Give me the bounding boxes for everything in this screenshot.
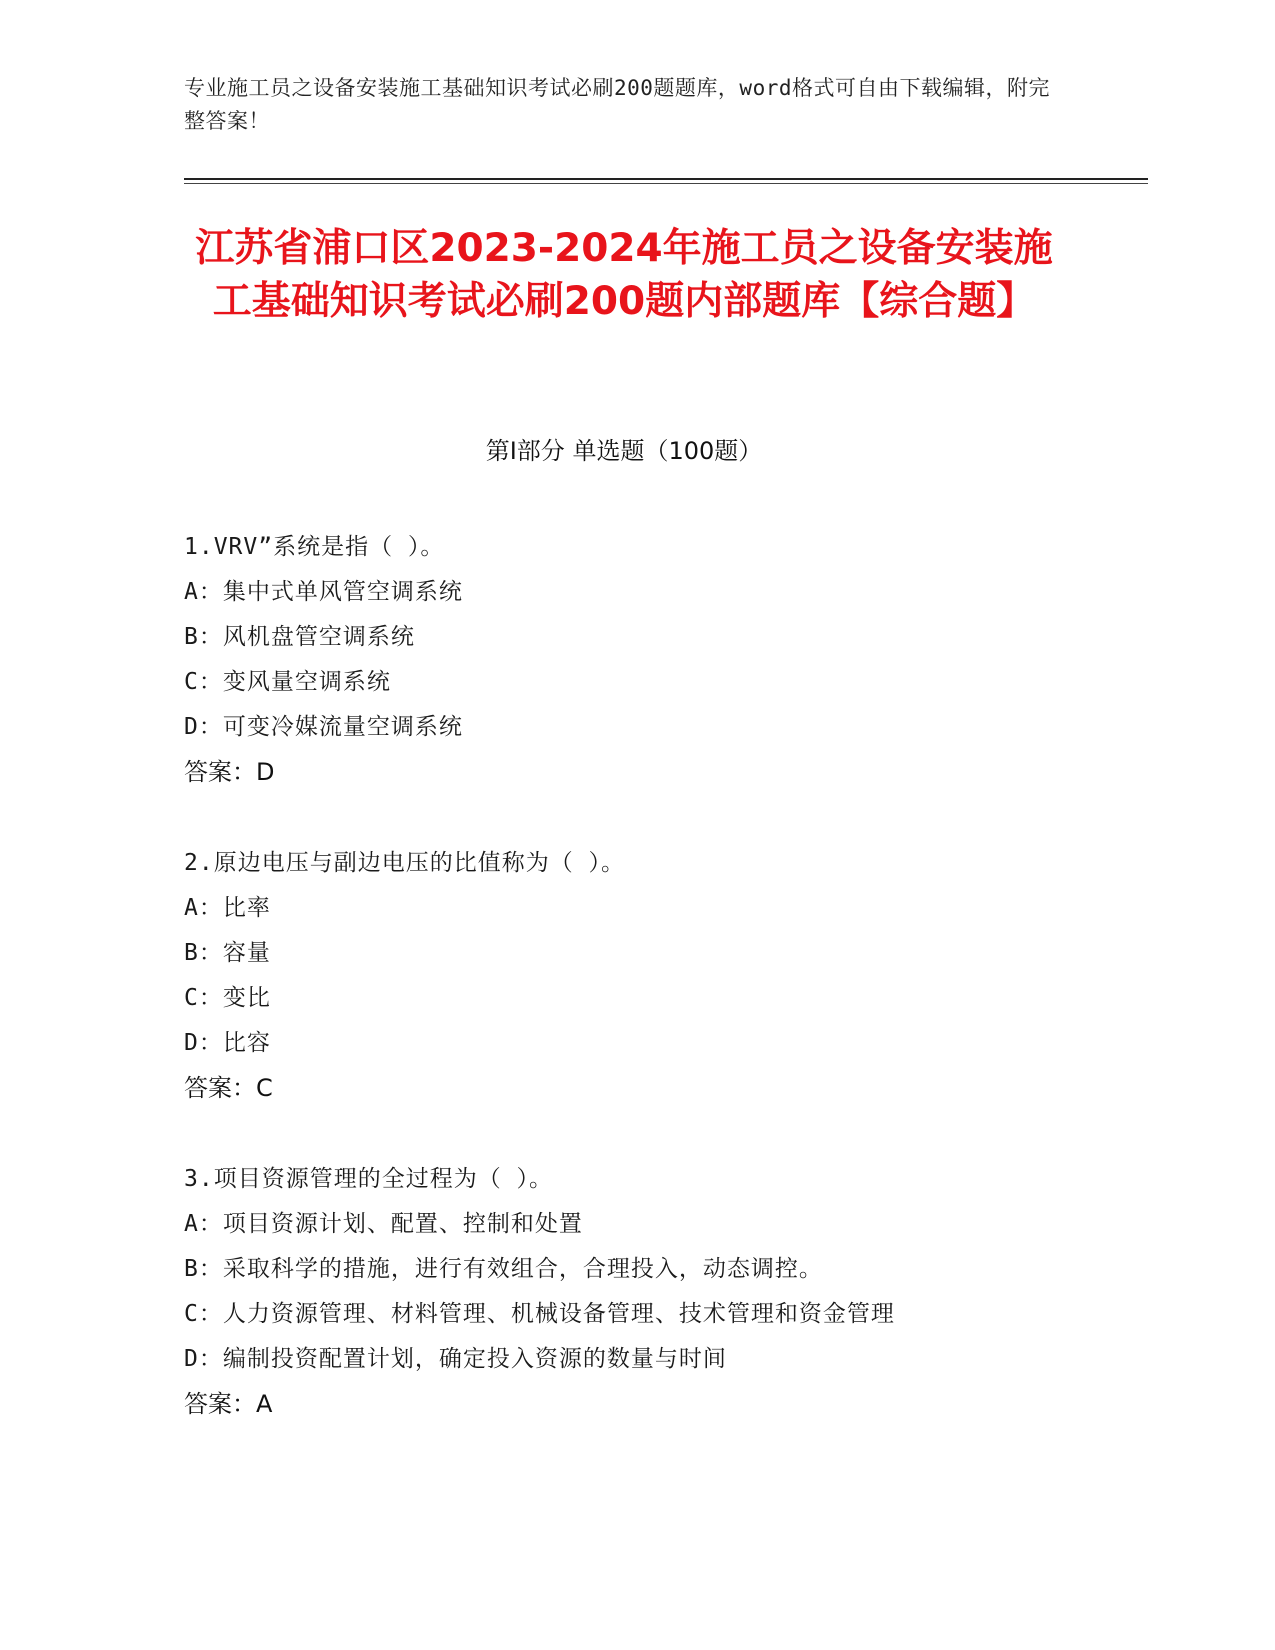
question-2 [184, 841, 1084, 1111]
option-b: B：采取科学的措施，进行有效组合，合理投入，动态调控。 [184, 1256, 823, 1282]
question-list [184, 525, 1084, 1427]
question-stem: 1.VRV”系统是指（ ）。 [184, 534, 445, 560]
header-note: 专业施工员之设备安装施工基础知识考试必刷200题题库，word格式可自由下载编辑，附完整答案！ [184, 76, 1050, 133]
answer: 答案：C [184, 1074, 273, 1102]
option-d: D：编制投资配置计划，确定投入资源的数量与时间 [184, 1346, 727, 1372]
question-1 [184, 525, 1084, 795]
document-title: 江苏省浦口区2023-2024年施工员之设备安装施工基础知识考试必刷200题内部题库【综合题】 [195, 226, 1053, 324]
option-c: C：变风量空调系统 [184, 669, 391, 695]
question-3 [184, 1157, 1084, 1427]
answer: 答案：A [184, 1390, 273, 1418]
header-rule-thick [184, 178, 1148, 180]
option-c: C：人力资源管理、材料管理、机械设备管理、技术管理和资金管理 [184, 1301, 895, 1327]
option-c: C：变比 [184, 985, 271, 1011]
question-stem: 2.原边电压与副边电压的比值称为（ ）。 [184, 850, 626, 876]
option-a: A：项目资源计划、配置、控制和处置 [184, 1211, 583, 1237]
option-d: D：比容 [184, 1030, 271, 1056]
option-d: D：可变冷媒流量空调系统 [184, 714, 463, 740]
option-a: A：集中式单风管空调系统 [184, 579, 463, 605]
option-a: A：比率 [184, 895, 271, 921]
option-b: B：容量 [184, 940, 271, 966]
question-stem: 3.项目资源管理的全过程为（ ）。 [184, 1166, 554, 1192]
section-title: 第Ⅰ部分 单选题（100题） [485, 437, 763, 465]
header-rule-thin [184, 183, 1148, 184]
answer: 答案：D [184, 758, 275, 786]
option-b: B：风机盘管空调系统 [184, 624, 415, 650]
